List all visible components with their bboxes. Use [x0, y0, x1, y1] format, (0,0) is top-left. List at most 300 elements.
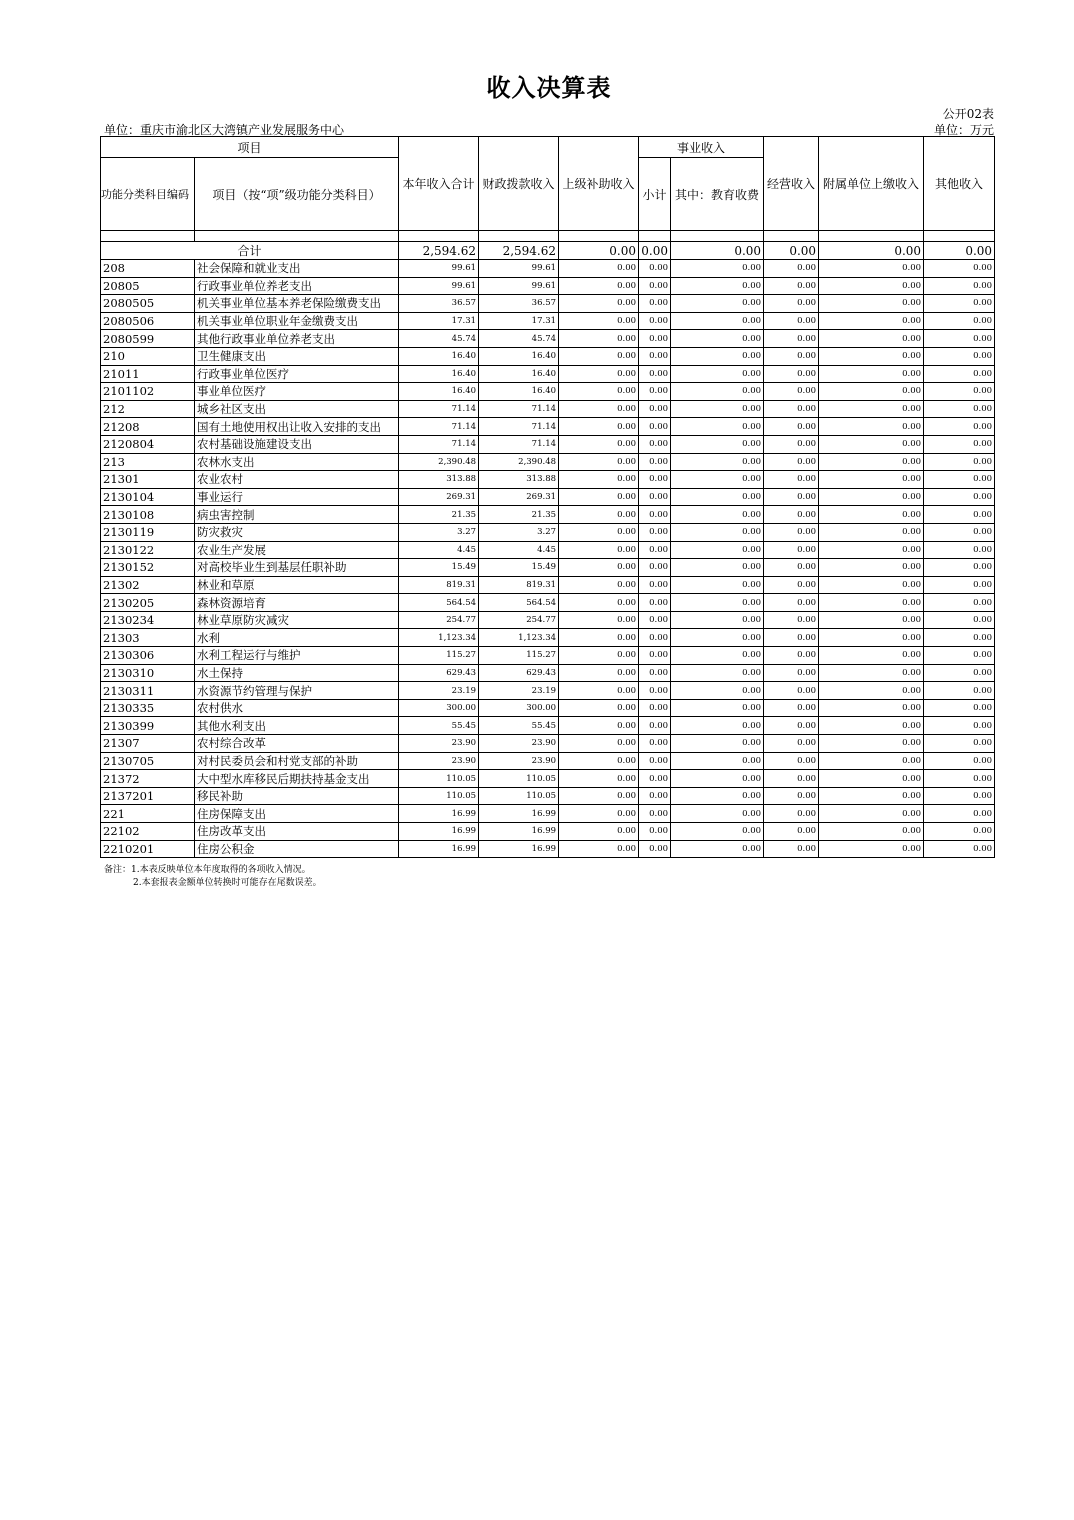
- row-total-income: 110.05: [399, 787, 479, 805]
- row-other-income: 0.00: [924, 647, 995, 665]
- row-other-income: 0.00: [924, 823, 995, 841]
- header-business-income: 事业收入: [639, 137, 764, 158]
- row-education-fees: 0.00: [671, 506, 764, 524]
- row-affiliated-income: 0.00: [819, 453, 924, 471]
- table-row: [101, 435, 995, 453]
- row-operating-income: 0.00: [764, 594, 819, 612]
- table-row: [101, 823, 995, 841]
- row-superior-subsidy: 0.00: [559, 365, 639, 383]
- header-subtotal: 小计: [639, 158, 671, 231]
- row-other-income: 0.00: [924, 594, 995, 612]
- row-fiscal-income: 55.45: [479, 717, 559, 735]
- row-subtotal: 0.00: [639, 594, 671, 612]
- row-operating-income: 0.00: [764, 559, 819, 577]
- row-name: 行政事业单位养老支出: [195, 277, 399, 295]
- row-name: 其他行政事业单位养老支出: [195, 330, 399, 348]
- row-subtotal: 0.00: [639, 770, 671, 788]
- row-code: 2120804: [101, 435, 195, 453]
- row-superior-subsidy: 0.00: [559, 735, 639, 753]
- row-affiliated-income: 0.00: [819, 523, 924, 541]
- row-affiliated-income: 0.00: [819, 400, 924, 418]
- row-name: 农林水支出: [195, 453, 399, 471]
- row-fiscal-income: 23.90: [479, 735, 559, 753]
- row-name: 对高校毕业生到基层任职补助: [195, 559, 399, 577]
- total-cell-fiscal: 2,594.62: [479, 242, 559, 260]
- row-operating-income: 0.00: [764, 277, 819, 295]
- table-row: [101, 400, 995, 418]
- row-code: 2130205: [101, 594, 195, 612]
- row-total-income: 16.99: [399, 840, 479, 858]
- row-name: 住房改革支出: [195, 823, 399, 841]
- row-other-income: 0.00: [924, 735, 995, 753]
- row-operating-income: 0.00: [764, 523, 819, 541]
- total-cell-affiliated: 0.00: [819, 242, 924, 260]
- row-code: 210: [101, 347, 195, 365]
- row-fiscal-income: 115.27: [479, 647, 559, 665]
- row-superior-subsidy: 0.00: [559, 312, 639, 330]
- row-other-income: 0.00: [924, 365, 995, 383]
- row-code: 2101102: [101, 383, 195, 401]
- row-affiliated-income: 0.00: [819, 770, 924, 788]
- row-code: 2210201: [101, 840, 195, 858]
- row-education-fees: 0.00: [671, 787, 764, 805]
- row-name: 林业草原防灾减灾: [195, 611, 399, 629]
- table-row: [101, 559, 995, 577]
- row-fiscal-income: 17.31: [479, 312, 559, 330]
- row-affiliated-income: 0.00: [819, 330, 924, 348]
- row-subtotal: 0.00: [639, 576, 671, 594]
- row-subtotal: 0.00: [639, 312, 671, 330]
- table-row: [101, 365, 995, 383]
- page-title: 收入决算表: [486, 73, 612, 102]
- row-subtotal: 0.00: [639, 295, 671, 313]
- row-subtotal: 0.00: [639, 752, 671, 770]
- row-superior-subsidy: 0.00: [559, 647, 639, 665]
- row-name: 事业运行: [195, 488, 399, 506]
- row-education-fees: 0.00: [671, 735, 764, 753]
- row-other-income: 0.00: [924, 699, 995, 717]
- row-total-income: 16.99: [399, 805, 479, 823]
- row-superior-subsidy: 0.00: [559, 559, 639, 577]
- row-education-fees: 0.00: [671, 611, 764, 629]
- row-superior-subsidy: 0.00: [559, 488, 639, 506]
- row-name: 水资源节约管理与保护: [195, 682, 399, 700]
- row-affiliated-income: 0.00: [819, 260, 924, 278]
- row-education-fees: 0.00: [671, 471, 764, 489]
- row-affiliated-income: 0.00: [819, 312, 924, 330]
- row-operating-income: 0.00: [764, 453, 819, 471]
- row-education-fees: 0.00: [671, 559, 764, 577]
- row-total-income: 23.90: [399, 735, 479, 753]
- row-education-fees: 0.00: [671, 277, 764, 295]
- row-fiscal-income: 23.19: [479, 682, 559, 700]
- row-name: 防灾救灾: [195, 523, 399, 541]
- form-code: 公开02表: [942, 107, 994, 121]
- header-superior-subsidy: 上级补助收入: [559, 137, 639, 231]
- row-code: 221: [101, 805, 195, 823]
- table-row: [101, 682, 995, 700]
- note-line-1: 备注：1.本表反映单位本年度取得的各项收入情况。: [104, 865, 311, 875]
- row-name: 其他水利支出: [195, 717, 399, 735]
- row-subtotal: 0.00: [639, 418, 671, 436]
- row-other-income: 0.00: [924, 453, 995, 471]
- row-operating-income: 0.00: [764, 312, 819, 330]
- row-affiliated-income: 0.00: [819, 823, 924, 841]
- row-name: 对村民委员会和村党支部的补助: [195, 752, 399, 770]
- row-education-fees: 0.00: [671, 770, 764, 788]
- row-affiliated-income: 0.00: [819, 752, 924, 770]
- total-cell-education: 0.00: [671, 242, 764, 260]
- row-other-income: 0.00: [924, 523, 995, 541]
- header-affiliated-income: 附属单位上缴收入: [819, 137, 924, 231]
- row-affiliated-income: 0.00: [819, 435, 924, 453]
- table-row: [101, 576, 995, 594]
- header-other-income: 其他收入: [924, 137, 995, 231]
- row-subtotal: 0.00: [639, 559, 671, 577]
- row-name: 行政事业单位医疗: [195, 365, 399, 383]
- row-code: 2137201: [101, 787, 195, 805]
- table-row: [101, 347, 995, 365]
- row-total-income: 2,390.48: [399, 453, 479, 471]
- row-name: 农村基础设施建设支出: [195, 435, 399, 453]
- row-superior-subsidy: 0.00: [559, 787, 639, 805]
- row-operating-income: 0.00: [764, 682, 819, 700]
- row-code: 2130119: [101, 523, 195, 541]
- row-total-income: 15.49: [399, 559, 479, 577]
- row-education-fees: 0.00: [671, 664, 764, 682]
- row-fiscal-income: 71.14: [479, 435, 559, 453]
- total-cell-superior: 0.00: [559, 242, 639, 260]
- row-superior-subsidy: 0.00: [559, 347, 639, 365]
- row-education-fees: 0.00: [671, 312, 764, 330]
- row-education-fees: 0.00: [671, 647, 764, 665]
- row-operating-income: 0.00: [764, 365, 819, 383]
- row-other-income: 0.00: [924, 629, 995, 647]
- row-fiscal-income: 110.05: [479, 770, 559, 788]
- row-fiscal-income: 313.88: [479, 471, 559, 489]
- row-education-fees: 0.00: [671, 699, 764, 717]
- row-superior-subsidy: 0.00: [559, 435, 639, 453]
- row-superior-subsidy: 0.00: [559, 453, 639, 471]
- row-education-fees: 0.00: [671, 717, 764, 735]
- header-total-income: 本年收入合计: [399, 137, 479, 231]
- row-other-income: 0.00: [924, 277, 995, 295]
- row-name: 城乡社区支出: [195, 400, 399, 418]
- table-row: [101, 488, 995, 506]
- row-code: 20805: [101, 277, 195, 295]
- table-row: [101, 664, 995, 682]
- row-superior-subsidy: 0.00: [559, 664, 639, 682]
- row-affiliated-income: 0.00: [819, 717, 924, 735]
- row-name: 大中型水库移民后期扶持基金支出: [195, 770, 399, 788]
- row-operating-income: 0.00: [764, 611, 819, 629]
- row-other-income: 0.00: [924, 418, 995, 436]
- row-fiscal-income: 45.74: [479, 330, 559, 348]
- note-line-2: 2.本套报表金额单位转换时可能存在尾数误差。: [133, 878, 322, 888]
- row-affiliated-income: 0.00: [819, 735, 924, 753]
- row-total-income: 819.31: [399, 576, 479, 594]
- row-code: 2130152: [101, 559, 195, 577]
- row-fiscal-income: 16.99: [479, 840, 559, 858]
- row-code: 2130122: [101, 541, 195, 559]
- row-other-income: 0.00: [924, 312, 995, 330]
- row-superior-subsidy: 0.00: [559, 823, 639, 841]
- row-superior-subsidy: 0.00: [559, 752, 639, 770]
- row-total-income: 313.88: [399, 471, 479, 489]
- row-superior-subsidy: 0.00: [559, 594, 639, 612]
- row-other-income: 0.00: [924, 664, 995, 682]
- row-education-fees: 0.00: [671, 418, 764, 436]
- row-total-income: 99.61: [399, 260, 479, 278]
- row-superior-subsidy: 0.00: [559, 611, 639, 629]
- row-affiliated-income: 0.00: [819, 541, 924, 559]
- row-operating-income: 0.00: [764, 541, 819, 559]
- table-row: [101, 453, 995, 471]
- row-other-income: 0.00: [924, 506, 995, 524]
- row-education-fees: 0.00: [671, 523, 764, 541]
- row-superior-subsidy: 0.00: [559, 400, 639, 418]
- row-total-income: 23.19: [399, 682, 479, 700]
- row-operating-income: 0.00: [764, 823, 819, 841]
- row-subtotal: 0.00: [639, 330, 671, 348]
- row-subtotal: 0.00: [639, 717, 671, 735]
- total-cell-other: 0.00: [924, 242, 995, 260]
- table-row: [101, 312, 995, 330]
- row-operating-income: 0.00: [764, 717, 819, 735]
- row-education-fees: 0.00: [671, 488, 764, 506]
- row-code: 2080506: [101, 312, 195, 330]
- table-row: [101, 629, 995, 647]
- row-superior-subsidy: 0.00: [559, 805, 639, 823]
- row-education-fees: 0.00: [671, 752, 764, 770]
- row-other-income: 0.00: [924, 840, 995, 858]
- row-fiscal-income: 4.45: [479, 541, 559, 559]
- row-fiscal-income: 16.99: [479, 805, 559, 823]
- row-subtotal: 0.00: [639, 277, 671, 295]
- row-education-fees: 0.00: [671, 365, 764, 383]
- row-name: 机关事业单位基本养老保险缴费支出: [195, 295, 399, 313]
- row-subtotal: 0.00: [639, 435, 671, 453]
- row-subtotal: 0.00: [639, 735, 671, 753]
- row-fiscal-income: 21.35: [479, 506, 559, 524]
- row-fiscal-income: 36.57: [479, 295, 559, 313]
- row-code: 2130705: [101, 752, 195, 770]
- row-other-income: 0.00: [924, 471, 995, 489]
- row-name: 农村供水: [195, 699, 399, 717]
- row-operating-income: 0.00: [764, 840, 819, 858]
- row-education-fees: 0.00: [671, 541, 764, 559]
- row-code: 21302: [101, 576, 195, 594]
- row-subtotal: 0.00: [639, 682, 671, 700]
- row-operating-income: 0.00: [764, 435, 819, 453]
- row-name: 农业农村: [195, 471, 399, 489]
- row-subtotal: 0.00: [639, 805, 671, 823]
- row-name: 住房公积金: [195, 840, 399, 858]
- row-fiscal-income: 300.00: [479, 699, 559, 717]
- row-education-fees: 0.00: [671, 576, 764, 594]
- row-total-income: 21.35: [399, 506, 479, 524]
- row-total-income: 16.40: [399, 383, 479, 401]
- row-name: 林业和草原: [195, 576, 399, 594]
- table-row: [101, 506, 995, 524]
- row-other-income: 0.00: [924, 805, 995, 823]
- row-operating-income: 0.00: [764, 383, 819, 401]
- row-operating-income: 0.00: [764, 400, 819, 418]
- header-name: 项目（按“项”级功能分类科目）: [195, 158, 399, 231]
- row-name: 社会保障和就业支出: [195, 260, 399, 278]
- table-row: [101, 383, 995, 401]
- row-affiliated-income: 0.00: [819, 506, 924, 524]
- row-superior-subsidy: 0.00: [559, 699, 639, 717]
- row-fiscal-income: 71.14: [479, 418, 559, 436]
- row-subtotal: 0.00: [639, 523, 671, 541]
- row-code: 2080505: [101, 295, 195, 313]
- row-total-income: 300.00: [399, 699, 479, 717]
- row-total-income: 3.27: [399, 523, 479, 541]
- row-operating-income: 0.00: [764, 295, 819, 313]
- row-fiscal-income: 23.90: [479, 752, 559, 770]
- total-cell-total: 2,594.62: [399, 242, 479, 260]
- row-name: 水土保持: [195, 664, 399, 682]
- table-row: [101, 770, 995, 788]
- table-row: [101, 787, 995, 805]
- table-row: [101, 717, 995, 735]
- row-superior-subsidy: 0.00: [559, 629, 639, 647]
- row-operating-income: 0.00: [764, 805, 819, 823]
- row-education-fees: 0.00: [671, 260, 764, 278]
- row-affiliated-income: 0.00: [819, 787, 924, 805]
- row-total-income: 629.43: [399, 664, 479, 682]
- row-fiscal-income: 110.05: [479, 787, 559, 805]
- table-row: [101, 752, 995, 770]
- row-name: 农村综合改革: [195, 735, 399, 753]
- row-total-income: 4.45: [399, 541, 479, 559]
- row-education-fees: 0.00: [671, 330, 764, 348]
- table-row: [101, 277, 995, 295]
- table-row: [101, 840, 995, 858]
- row-education-fees: 0.00: [671, 383, 764, 401]
- spacer-row: [101, 231, 995, 242]
- row-fiscal-income: 3.27: [479, 523, 559, 541]
- header-code: 功能分类科目编码: [101, 158, 195, 231]
- row-affiliated-income: 0.00: [819, 840, 924, 858]
- currency-unit: 单位：万元: [933, 123, 994, 137]
- row-affiliated-income: 0.00: [819, 664, 924, 682]
- row-affiliated-income: 0.00: [819, 699, 924, 717]
- table-row: [101, 647, 995, 665]
- row-name: 水利工程运行与维护: [195, 647, 399, 665]
- row-subtotal: 0.00: [639, 365, 671, 383]
- row-education-fees: 0.00: [671, 435, 764, 453]
- row-code: 2130311: [101, 682, 195, 700]
- row-name: 机关事业单位职业年金缴费支出: [195, 312, 399, 330]
- row-code: 22102: [101, 823, 195, 841]
- row-affiliated-income: 0.00: [819, 418, 924, 436]
- row-other-income: 0.00: [924, 752, 995, 770]
- row-subtotal: 0.00: [639, 488, 671, 506]
- table-row: [101, 471, 995, 489]
- row-affiliated-income: 0.00: [819, 365, 924, 383]
- table-row: [101, 541, 995, 559]
- row-affiliated-income: 0.00: [819, 488, 924, 506]
- row-operating-income: 0.00: [764, 576, 819, 594]
- row-education-fees: 0.00: [671, 295, 764, 313]
- row-name: 病虫害控制: [195, 506, 399, 524]
- row-total-income: 269.31: [399, 488, 479, 506]
- row-superior-subsidy: 0.00: [559, 277, 639, 295]
- row-other-income: 0.00: [924, 260, 995, 278]
- row-total-income: 71.14: [399, 418, 479, 436]
- row-operating-income: 0.00: [764, 629, 819, 647]
- row-superior-subsidy: 0.00: [559, 576, 639, 594]
- row-other-income: 0.00: [924, 295, 995, 313]
- row-name: 住房保障支出: [195, 805, 399, 823]
- row-total-income: 99.61: [399, 277, 479, 295]
- row-fiscal-income: 819.31: [479, 576, 559, 594]
- row-other-income: 0.00: [924, 682, 995, 700]
- row-total-income: 36.57: [399, 295, 479, 313]
- row-operating-income: 0.00: [764, 647, 819, 665]
- row-affiliated-income: 0.00: [819, 682, 924, 700]
- row-total-income: 16.40: [399, 365, 479, 383]
- row-education-fees: 0.00: [671, 682, 764, 700]
- row-affiliated-income: 0.00: [819, 611, 924, 629]
- row-affiliated-income: 0.00: [819, 647, 924, 665]
- row-operating-income: 0.00: [764, 787, 819, 805]
- row-affiliated-income: 0.00: [819, 347, 924, 365]
- table-row: [101, 295, 995, 313]
- row-name: 卫生健康支出: [195, 347, 399, 365]
- row-superior-subsidy: 0.00: [559, 541, 639, 559]
- row-total-income: 115.27: [399, 647, 479, 665]
- row-superior-subsidy: 0.00: [559, 471, 639, 489]
- row-fiscal-income: 71.14: [479, 400, 559, 418]
- row-code: 2130306: [101, 647, 195, 665]
- row-total-income: 16.40: [399, 347, 479, 365]
- row-subtotal: 0.00: [639, 823, 671, 841]
- row-education-fees: 0.00: [671, 629, 764, 647]
- row-fiscal-income: 2,390.48: [479, 453, 559, 471]
- row-other-income: 0.00: [924, 717, 995, 735]
- row-superior-subsidy: 0.00: [559, 523, 639, 541]
- total-row: [101, 242, 995, 260]
- row-code: 21307: [101, 735, 195, 753]
- row-code: 21208: [101, 418, 195, 436]
- row-education-fees: 0.00: [671, 347, 764, 365]
- row-other-income: 0.00: [924, 770, 995, 788]
- row-affiliated-income: 0.00: [819, 576, 924, 594]
- row-operating-income: 0.00: [764, 260, 819, 278]
- row-subtotal: 0.00: [639, 647, 671, 665]
- row-total-income: 17.31: [399, 312, 479, 330]
- row-superior-subsidy: 0.00: [559, 717, 639, 735]
- row-fiscal-income: 16.99: [479, 823, 559, 841]
- row-education-fees: 0.00: [671, 400, 764, 418]
- row-code: 2130234: [101, 611, 195, 629]
- row-total-income: 564.54: [399, 594, 479, 612]
- row-operating-income: 0.00: [764, 752, 819, 770]
- row-education-fees: 0.00: [671, 840, 764, 858]
- row-operating-income: 0.00: [764, 418, 819, 436]
- table-row: [101, 611, 995, 629]
- row-affiliated-income: 0.00: [819, 629, 924, 647]
- row-code: 2130399: [101, 717, 195, 735]
- row-subtotal: 0.00: [639, 471, 671, 489]
- row-other-income: 0.00: [924, 787, 995, 805]
- row-code: 21372: [101, 770, 195, 788]
- table-row: [101, 523, 995, 541]
- row-total-income: 71.14: [399, 435, 479, 453]
